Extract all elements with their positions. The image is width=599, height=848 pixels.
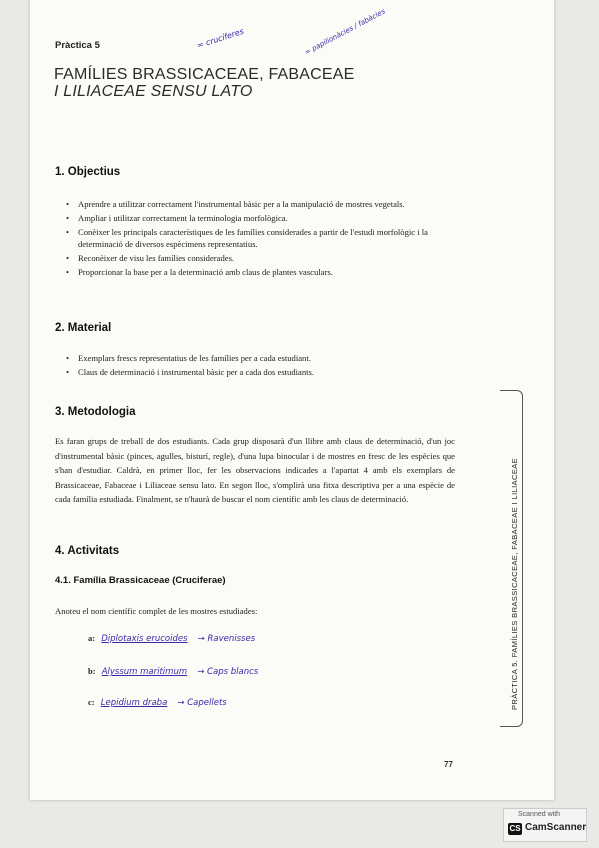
handwritten-note: → Capellets <box>177 698 227 708</box>
document-page <box>30 0 554 800</box>
list-item: • Exemplars frescs representatius de les famílies per a cada estudiant. <box>66 352 466 364</box>
list-item: • Aprendre a utilitzar correctament l'instrumental bàsic per a la manipulació de mostres vegetals. <box>66 198 466 210</box>
section-heading-material: 2. Material <box>55 322 112 334</box>
title-line-1: FAMÍLIES BRASSICACEAE, FABACEAE <box>54 66 355 83</box>
list-item: • Conèixer les principals característiques de les famílies considerades a partir de l'estudi morfològic i la determinació de diversos espècimens representatius. <box>66 226 466 250</box>
answer-row <box>88 697 227 708</box>
title-line-2: I LILIACEAE SENSU LATO <box>54 83 253 100</box>
instruction-text: Anoteu el nom científic complet de les mostres estudiades: <box>55 606 258 616</box>
section-heading-activitats: 4. Activitats <box>55 545 120 557</box>
answer-row <box>88 633 255 644</box>
list-item: • Reconèixer de visu les famílies considerades. <box>66 252 466 264</box>
answer-label: a: <box>88 633 96 643</box>
camscanner-logo-icon: CS <box>509 824 521 833</box>
section-heading-objectius: 1. Objectius <box>55 166 121 178</box>
handwritten-annotation: = papilionàcies / fabàcies <box>303 7 387 57</box>
chapter-tab-label: PRÀCTICA 5. FAMÍLIES BRASSICACEAE, FABACEAE I LILIACEAE <box>510 457 519 710</box>
list-item: • Ampliar i utilitzar correctament la terminologia morfològica. <box>66 212 466 224</box>
answer-label: c: <box>88 697 95 707</box>
section-heading-metodologia: 3. Metodologia <box>55 406 136 418</box>
scanner-watermark <box>503 808 587 842</box>
handwritten-annotation: = crucíferes <box>195 26 245 51</box>
list-item: • Proporcionar la base per a la determinació amb claus de plantes vasculars. <box>66 266 466 278</box>
material-list <box>66 352 466 380</box>
scanner-caption: Scanned with <box>518 811 561 818</box>
handwritten-note: → Ravenisses <box>197 634 256 644</box>
answer-label: b: <box>88 666 96 676</box>
answer-row <box>88 666 258 677</box>
page-title <box>54 66 355 100</box>
page-number: 77 <box>444 760 453 769</box>
handwritten-note: → Caps blancs <box>197 667 259 677</box>
subsection-heading: 4.1. Família Brassicaceae (Cruciferae) <box>55 575 226 586</box>
list-item: • Claus de determinació i instrumental bàsic per a cada dos estudiants. <box>66 366 466 378</box>
practice-label: Pràctica 5 <box>55 40 100 51</box>
objectius-list <box>66 198 466 280</box>
scanner-brand: CamScanner <box>525 822 587 833</box>
handwritten-answer: Diplotaxis erucoides <box>101 634 188 644</box>
handwritten-answer: Lepidium draba <box>100 698 168 708</box>
metodologia-paragraph: Es faran grups de treball de dos estudiants. Cada grup disposarà d'un llibre amb claus de determinació, d'un joc d'instrumental bàsic (pinces, agulles, bisturí, regle), d'una lupa binocular i de mostres en fresc de les espècies que s'han d'estudiar. Caldrà, en primer lloc, fer les observacions indicades a l'apartat 4 amb els exemplars de Brassicaceae, Fabaceae i Liliaceae sensu lato. En segon lloc, s'omplirà una fitxa descriptiva per a una espècie de cada família estudiada. Finalment, se n'haurà de buscar el nom científic amb les claus de determinació. <box>55 436 455 504</box>
handwritten-answer: Alyssum maritimum <box>101 667 188 677</box>
